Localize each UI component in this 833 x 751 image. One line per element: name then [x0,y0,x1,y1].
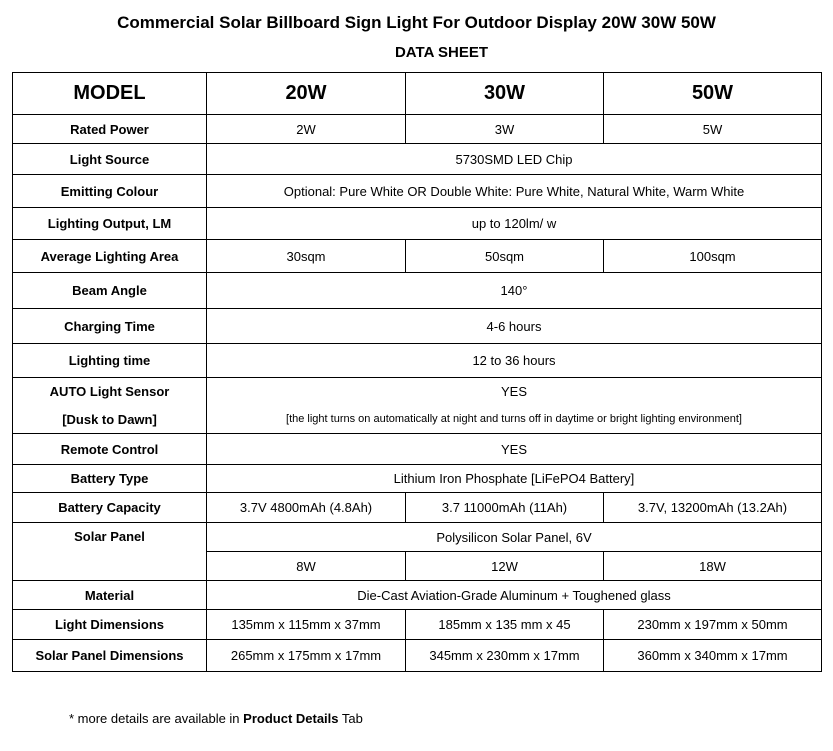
cell-value: YES [207,378,822,406]
row-label: Battery Capacity [13,493,207,523]
row-auto-light-sensor [13,378,822,406]
cell-value: 345mm x 230mm x 17mm [406,640,604,672]
row-lighting-output [13,208,822,240]
row-label-sub: [Dusk to Dawn] [13,406,207,434]
cell-value: 360mm x 340mm x 17mm [604,640,822,672]
row-label: Light Source [13,144,207,175]
footnote [69,711,363,726]
header-model-20w: 20W [207,73,406,115]
row-label: Lighting time [13,344,207,378]
spec-table [12,72,822,672]
row-label: Solar Panel [13,523,207,581]
row-beam-angle [13,273,822,309]
footnote-suffix: Tab [338,711,363,726]
row-rated-power [13,115,822,144]
cell-value: 12W [406,552,604,581]
header-model-30w: 30W [406,73,604,115]
footnote-bold: Product Details [243,711,339,726]
cell-value: 8W [207,552,406,581]
cell-value: up to 120lm/ w [207,208,822,240]
row-label: Material [13,581,207,610]
row-label: Rated Power [13,115,207,144]
cell-value: 3.7V, 13200mAh (13.2Ah) [604,493,822,523]
row-label: AUTO Light Sensor [13,378,207,406]
cell-value: 3.7V 4800mAh (4.8Ah) [207,493,406,523]
cell-value: 135mm x 115mm x 37mm [207,610,406,640]
cell-value: 5730SMD LED Chip [207,144,822,175]
cell-value: 50sqm [406,240,604,273]
row-label: Charging Time [13,309,207,344]
cell-value: 265mm x 175mm x 17mm [207,640,406,672]
row-solar-panel-dimensions [13,640,822,672]
row-label: Solar Panel Dimensions [13,640,207,672]
row-light-source [13,144,822,175]
row-label: Lighting Output, LM [13,208,207,240]
cell-value: 2W [207,115,406,144]
footnote-prefix: * more details are available in [69,711,244,726]
cell-value: 185mm x 135 mm x 45 [406,610,604,640]
row-emitting-colour [13,175,822,208]
cell-value: 100sqm [604,240,822,273]
cell-value: 3W [406,115,604,144]
cell-value: Lithium Iron Phosphate [LiFePO4 Battery] [207,465,822,493]
row-label: Average Lighting Area [13,240,207,273]
row-lighting-time [13,344,822,378]
header-model-label: MODEL [13,73,207,115]
cell-value: YES [207,434,822,465]
row-auto-light-sensor-detail [13,406,822,434]
cell-note: [the light turns on automatically at night and turns off in daytime or bright lighting environment] [207,406,822,434]
row-solar-panel [13,523,822,552]
cell-value: Die-Cast Aviation-Grade Aluminum + Toughened glass [207,581,822,610]
page-title: Commercial Solar Billboard Sign Light For Outdoor Display 20W 30W 50W [117,13,716,32]
page-subtitle: DATA SHEET [394,44,489,61]
row-label: Remote Control [13,434,207,465]
row-label: Beam Angle [13,273,207,309]
cell-value: 140° [207,273,822,309]
cell-value: Optional: Pure White OR Double White: Pure White, Natural White, Warm White [207,175,822,208]
row-battery-type [13,465,822,493]
row-label: Battery Type [13,465,207,493]
row-light-dimensions [13,610,822,640]
row-label: Emitting Colour [13,175,207,208]
row-battery-capacity [13,493,822,523]
cell-value: 30sqm [207,240,406,273]
row-label: Light Dimensions [13,610,207,640]
cell-value: 230mm x 197mm x 50mm [604,610,822,640]
header-model-50w: 50W [604,73,822,115]
row-remote-control [13,434,822,465]
cell-value: 5W [604,115,822,144]
cell-value: 4-6 hours [207,309,822,344]
table-header-row [13,73,822,115]
row-material [13,581,822,610]
cell-value: 12 to 36 hours [207,344,822,378]
row-charging-time [13,309,822,344]
cell-value: Polysilicon Solar Panel, 6V [207,523,822,552]
cell-value: 18W [604,552,822,581]
cell-value: 3.7 11000mAh (11Ah) [406,493,604,523]
row-average-lighting-area [13,240,822,273]
